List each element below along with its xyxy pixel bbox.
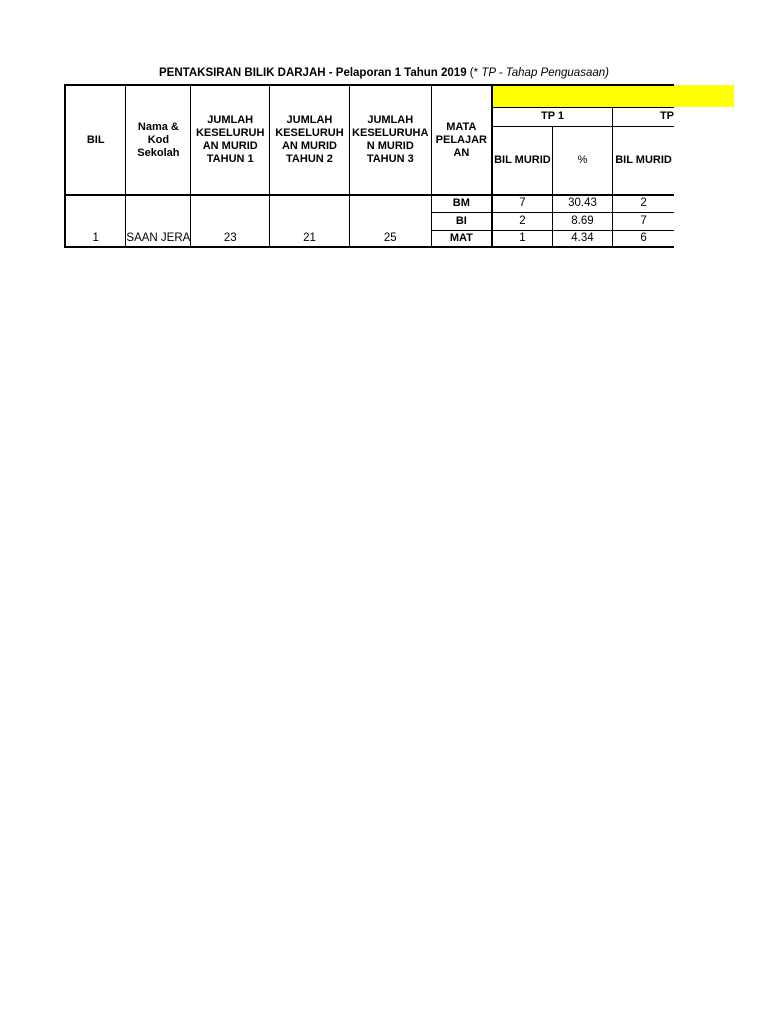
header-tp1-percent: % xyxy=(552,126,612,195)
tp1-percent-cell: 4.34 xyxy=(552,230,612,247)
header-mata-pelajaran: MATA PELAJAR AN xyxy=(431,85,492,195)
school-total-tahun-1: 23 xyxy=(191,195,270,247)
school-bil: 1 xyxy=(65,195,126,247)
header-jumlah-tahun-1: JUMLAH KESELURUH AN MURID TAHUN 1 xyxy=(191,85,270,195)
title-paren: (* xyxy=(469,67,479,79)
title-main: PENTAKSIRAN BILIK DARJAH - Pelaporan 1 Tahun 2019 xyxy=(159,67,467,79)
tp1-bil-cell: 2 xyxy=(492,212,552,230)
highlight-header-cell xyxy=(492,85,674,107)
header-jumlah-tahun-3: JUMLAH KESELURUHA N MURID TAHUN 3 xyxy=(349,85,431,195)
header-jumlah-tahun-2: JUMLAH KESELURUH AN MURID TAHUN 2 xyxy=(270,85,350,195)
title-note: TP - Tahap Penguasaan) xyxy=(481,67,609,79)
header-tp1-bil-murid: BIL MURID xyxy=(492,126,552,195)
assessment-table xyxy=(64,84,674,248)
school-total-tahun-2: 21 xyxy=(270,195,350,247)
tp1-bil-cell: 7 xyxy=(492,195,552,212)
tp2-bil-cell: 6 xyxy=(613,230,674,247)
tp1-bil-cell: 1 xyxy=(492,230,552,247)
subject-cell: BM xyxy=(431,195,492,212)
header-nama-kod-sekolah: Nama & Kod Sekolah xyxy=(126,85,191,195)
spreadsheet-viewport xyxy=(0,0,674,260)
school-total-tahun-3: 25 xyxy=(349,195,431,247)
highlight-band xyxy=(674,85,734,107)
subject-cell: BI xyxy=(431,212,492,230)
subject-cell: MAT xyxy=(431,230,492,247)
tp1-percent-cell: 30.43 xyxy=(552,195,612,212)
tp2-bil-cell: 7 xyxy=(613,212,674,230)
header-bil: BIL xyxy=(65,85,126,195)
header-tp2: TP xyxy=(613,107,674,126)
tp1-percent-cell: 8.69 xyxy=(552,212,612,230)
header-tp2-bil-murid: BIL MURID xyxy=(613,126,674,195)
school-name: SAAN JERA xyxy=(126,195,191,247)
header-tp1: TP 1 xyxy=(492,107,613,126)
tp2-bil-cell: 2 xyxy=(613,195,674,212)
